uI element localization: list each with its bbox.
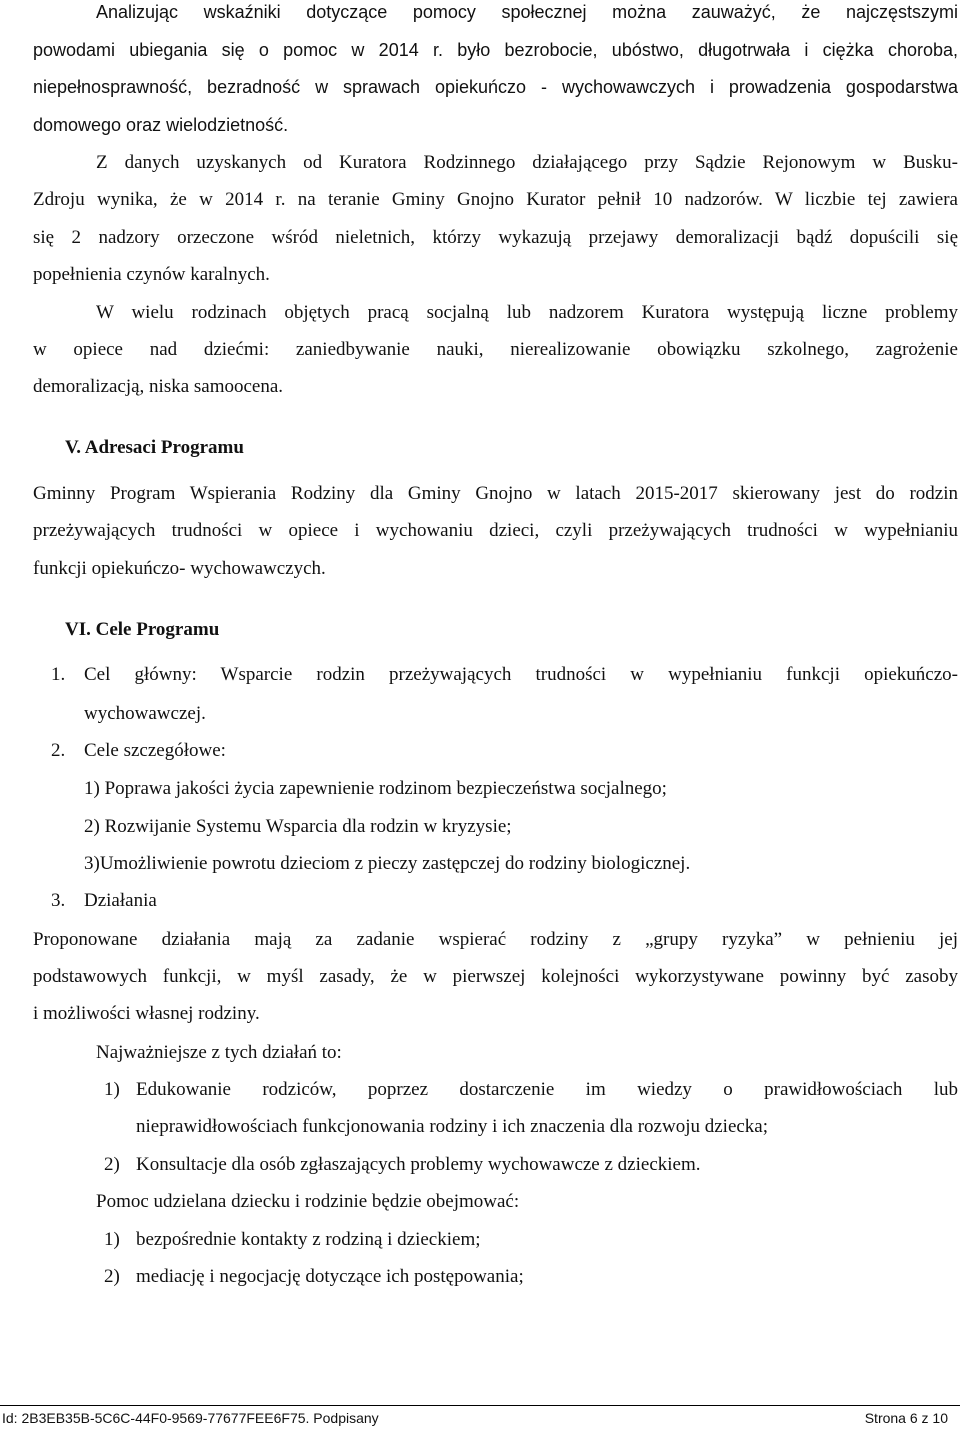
goal-2-text: Cele szczegółowe: xyxy=(84,740,226,761)
paragraph-2-line-4: popełnienia czynów karalnych. xyxy=(33,264,270,285)
important-actions-intro: Najważniejsze z tych działań to: xyxy=(96,1042,342,1063)
paragraph-1-line-1: Analizując wskaźniki dotyczące pomocy społecznej można zauważyć, że najczęstszymi xyxy=(96,2,958,22)
detailed-goal-2: 2) Rozwijanie Systemu Wsparcia dla rodzin w kryzysie; xyxy=(84,816,512,837)
section-5-line-1: Gminny Program Wspierania Rodziny dla Gminy Gnojno w latach 2015-2017 skierowany jest do rodzin xyxy=(33,483,958,504)
paragraph-2-line-2: Zdroju wynika, że w 2014 r. na teranie Gminy Gnojno Kurator pełnił 10 nadzorów. W liczbie tej zawiera xyxy=(33,189,958,210)
paragraph-2-line-1: Z danych uzyskanych od Kuratora Rodzinnego działającego przy Sądzie Rejonowym w Busku- xyxy=(96,152,958,173)
actions-line-2: podstawowych funkcji, w myśl zasady, że w pierwszej kolejności wykorzystywane powinny być zasoby xyxy=(33,966,958,987)
help-item-2-number: 2) xyxy=(104,1266,120,1287)
goal-1-line-1: Cel główny: Wsparcie rodzin przeżywających trudności w wypełnianiu funkcji opiekuńczo- xyxy=(84,664,958,685)
important-action-1-line-2: nieprawidłowościach funkcjonowania rodziny i ich znaczenia dla rozwoju dziecka; xyxy=(136,1116,769,1137)
goal-2-number: 2. xyxy=(51,740,66,761)
paragraph-1-line-4: domowego oraz wielodzietność. xyxy=(33,115,289,135)
goal-3-number: 3. xyxy=(51,890,66,911)
actions-line-3: i możliwości własnej rodziny. xyxy=(33,1003,260,1024)
detailed-goal-3: 3)Umożliwienie powrotu dzieciom z pieczy zastępczej do rodziny biologicznej. xyxy=(84,853,691,874)
goal-1-line-2: wychowawczej. xyxy=(84,703,206,724)
important-action-1-number: 1) xyxy=(104,1079,120,1100)
page-number: Strona 6 z 10 xyxy=(864,1410,948,1426)
actions-line-1: Proponowane działania mają za zadanie wspierać rodziny z „grupy ryzyka” w pełnieniu jej xyxy=(33,929,958,950)
help-item-1-text: bezpośrednie kontakty z rodziną i dzieckiem; xyxy=(136,1229,481,1250)
page-footer xyxy=(0,1405,960,1429)
important-action-2-number: 2) xyxy=(104,1154,120,1175)
help-item-1-number: 1) xyxy=(104,1229,120,1250)
goal-3-text: Działania xyxy=(84,890,157,911)
section-5-heading: V. Adresaci Programu xyxy=(65,437,244,458)
goal-1-number: 1. xyxy=(51,664,66,685)
paragraph-3-line-2: w opiece nad dziećmi: zaniedbywanie nauki, nierealizowanie obowiązku szkolnego, zagrożenie xyxy=(33,339,958,360)
paragraph-2-line-3: się 2 nadzory orzeczone wśród nieletnich, którzy wykazują przejawy demoralizacji bądź dopuścili się xyxy=(33,227,958,248)
detailed-goal-1: 1) Poprawa jakości życia zapewnienie rodzinom bezpieczeństwa socjalnego; xyxy=(84,778,667,799)
help-item-2-text: mediację i negocjację dotyczące ich postępowania; xyxy=(136,1266,524,1287)
paragraph-1-line-2: powodami ubiegania się o pomoc w 2014 r. było bezrobocie, ubóstwo, długotrwała i ciężka choroba, xyxy=(33,40,958,60)
section-5-line-2: przeżywających trudności w opiece i wychowaniu dzieci, czyli przeżywających trudności w wypełnianiu xyxy=(33,520,958,541)
paragraph-3-line-3: demoralizacją, niska samoocena. xyxy=(33,376,284,397)
important-action-2-text: Konsultacje dla osób zgłaszających problemy wychowawcze z dzieckiem. xyxy=(136,1154,701,1175)
section-6-heading: VI. Cele Programu xyxy=(65,619,220,640)
document-id: Id: 2B3EB35B-5C6C-44F0-9569-77677FEE6F75. Podpisany xyxy=(2,1410,379,1426)
paragraph-1-line-3: niepełnosprawność, bezradność w sprawach opiekuńczo - wychowawczych i prowadzenia gospodarstwa xyxy=(33,77,958,97)
paragraph-3-line-1: W wielu rodzinach objętych pracą socjalną lub nadzorem Kuratora występują liczne problemy xyxy=(96,302,958,323)
section-5-line-3: funkcji opiekuńczo- wychowawczych. xyxy=(33,558,326,579)
important-action-1-line-1: Edukowanie rodziców, poprzez dostarczenie im wiedzy o prawidłowościach lub xyxy=(136,1079,958,1100)
help-intro: Pomoc udzielana dziecku i rodzinie będzie obejmować: xyxy=(96,1191,520,1212)
